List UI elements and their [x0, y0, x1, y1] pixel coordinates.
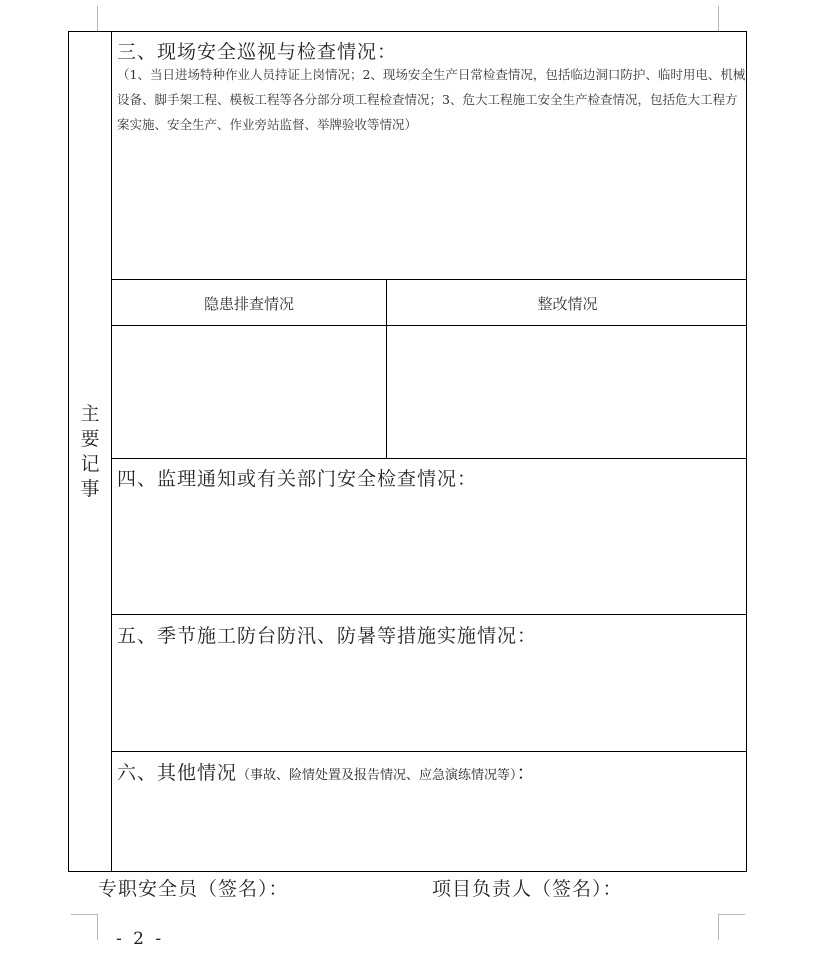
rectification-header: 整改情况 — [537, 295, 598, 313]
crop-mark — [718, 914, 719, 940]
section4-field[interactable] — [112, 494, 747, 614]
side-label-cell — [69, 32, 111, 871]
divider — [111, 751, 746, 752]
hazard-check-field[interactable] — [112, 326, 386, 458]
crop-mark — [718, 6, 719, 32]
section6-title: 六、其他情况 — [117, 762, 238, 784]
project-manager-signature: 项目负责人（签名）： — [432, 878, 623, 900]
crop-mark — [71, 914, 98, 915]
section3-note: （1、当日进场特种作业人员持证上岗情况；2、现场安全生产日常检查情况，包括临边洞口防护、临时用电、机械设备、脚手架工程、模板工程等各分部分项工程检查情况；3、危大工程施工安全生产检查情况，包括危大工程方案实施、安全生产、作业旁站监督、举牌验收等情况） — [117, 67, 746, 132]
section3-title: 三、现场安全巡视与检查情况： — [117, 41, 398, 63]
section6-heading — [117, 758, 537, 785]
section4-title: 四、监理通知或有关部门安全检查情况： — [117, 468, 478, 490]
crop-mark — [97, 6, 98, 32]
side-label: 主要记事 — [80, 402, 100, 500]
divider — [111, 614, 746, 615]
section6-field[interactable] — [112, 787, 747, 871]
divider — [111, 279, 746, 280]
page-number: - 2 - — [116, 929, 165, 949]
section5-title: 五、季节施工防台防汛、防暑等措施实施情况： — [117, 625, 538, 647]
section6-note: （事故、险情处置及报告情况、应急演练情况等） — [237, 768, 517, 783]
hazard-check-header: 隐患排查情况 — [203, 295, 294, 313]
divider — [111, 458, 746, 459]
crop-mark — [97, 914, 98, 940]
rectification-field[interactable] — [387, 326, 747, 458]
section5-field[interactable] — [112, 650, 747, 750]
section6-suffix: ： — [516, 762, 537, 784]
safety-officer-signature: 专职安全员（签名）： — [98, 878, 289, 900]
crop-mark — [718, 914, 745, 915]
record-table — [68, 31, 747, 872]
